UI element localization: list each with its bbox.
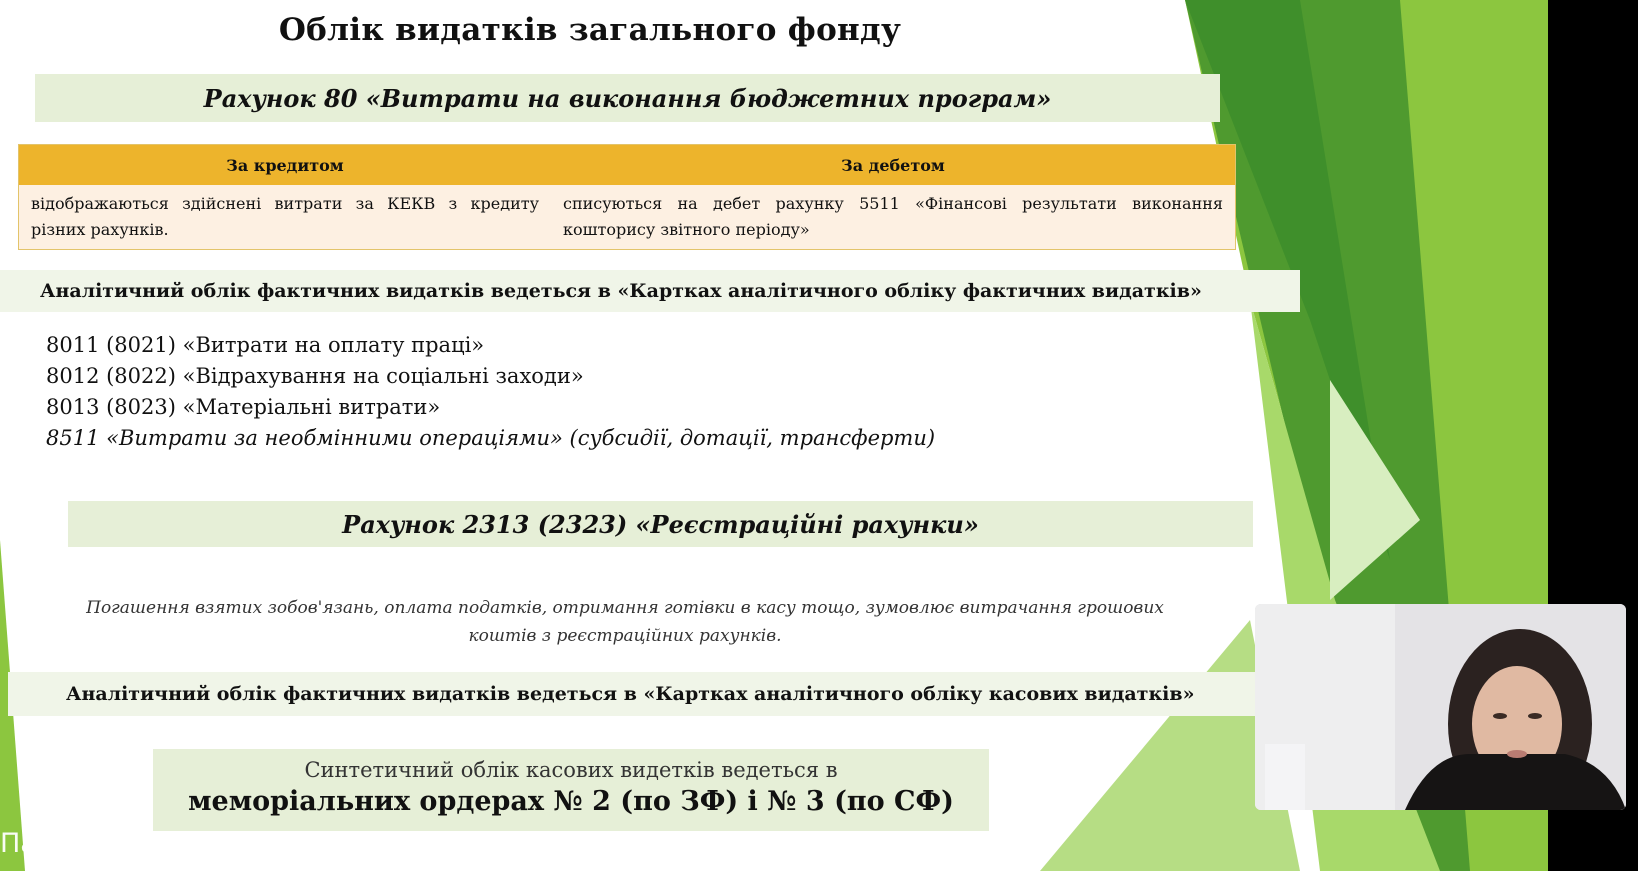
credit-debit-table <box>18 144 1236 250</box>
participant-video-tile[interactable] <box>1255 604 1626 810</box>
list-item: 8013 (8023) «Матеріальні витрати» <box>46 395 441 419</box>
credit-cell: відображаються здійснені витрати за КЕКВ з кредиту різних рахунків. <box>31 194 539 239</box>
presenter-name-label: Пан <box>0 828 55 859</box>
slide-title: Облік видатків загального фонду <box>278 12 902 48</box>
payment-note-line: коштів з реєстраційних рахунків. <box>468 626 782 646</box>
analytic-note-cash: Аналітичний облік фактичних видатків ведеться в «Картках аналітичного обліку касових видатків» <box>8 672 1258 716</box>
list-item: 8011 (8021) «Витрати на оплату праці» <box>46 333 485 357</box>
synthetic-accounting-box <box>153 749 989 831</box>
account-80-heading: Рахунок 80 «Витрати на виконання бюджетних програм» <box>35 74 1220 122</box>
debit-header: За дебетом <box>841 155 945 175</box>
synthetic-line-1: Синтетичний облік касових видетків ведеться в <box>304 758 838 782</box>
list-item: 8012 (8022) «Відрахування на соціальні заходи» <box>46 364 584 388</box>
synthetic-line-2: меморіальних ордерах № 2 (по ЗФ) і № 3 (по СФ) <box>188 786 954 817</box>
account-list <box>46 330 935 454</box>
table-header-row <box>19 145 1235 185</box>
analytic-note-actual: Аналітичний облік фактичних видатків ведеться в «Картках аналітичного обліку фактичних видатків» <box>0 270 1300 312</box>
list-item: 8511 «Витрати за необмінними операціями» (субсидії, дотації, трансферти) <box>46 426 936 450</box>
table-row <box>19 185 1235 249</box>
credit-header: За кредитом <box>226 155 344 175</box>
payment-note <box>60 594 1190 650</box>
account-2313-heading: Рахунок 2313 (2323) «Реєстраційні рахунки» <box>68 501 1253 547</box>
participant-avatar-icon <box>1255 604 1626 810</box>
payment-note-line: Погашення взятих зобов'язань, оплата податків, отримання готівки в касу тощо, зумовлює витрачання грошових <box>86 598 1164 618</box>
debit-cell: списуються на дебет рахунку 5511 «Фінансові результати виконання кошторису звітного періоду» <box>563 194 1223 239</box>
